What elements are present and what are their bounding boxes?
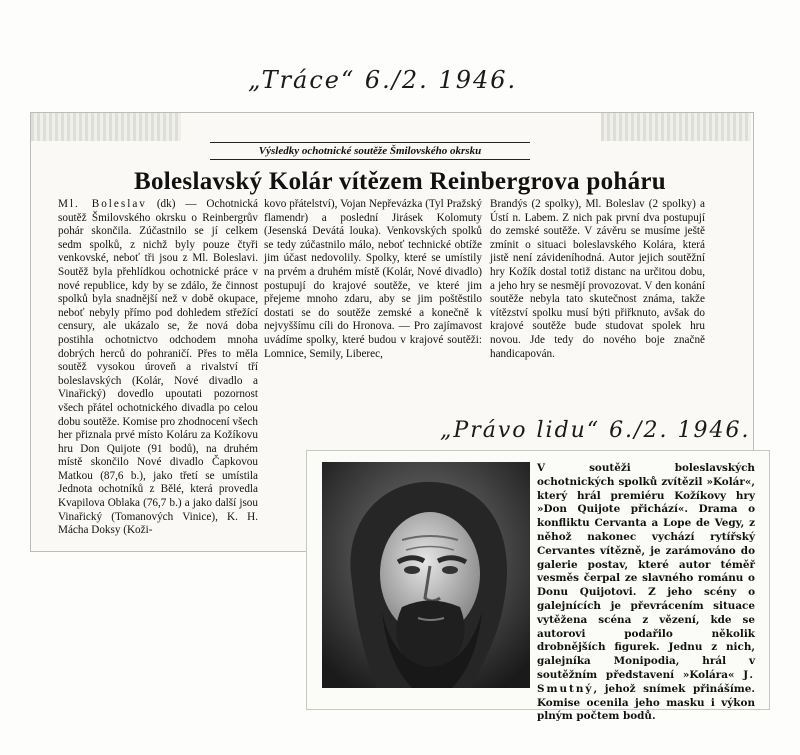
article-column-3: Brandýs (2 spolky), Ml. Boleslav (2 spolky) a Ústí n. Labem. Z nich pak první dva postupují do zemské soutěže. V závěru se musíme ještě zmínit o situaci boleslavského Kolára, která jistě není závideníhodná. Autor jejich soutěžní hry Kožík dostal totiž distanc na určitou dobu, a jeho hry se nesmějí provozovat. V den konání soutěže nebyla tato skutečnost známa, takže vítězství spolku musí býti přiřknuto, avšak do krajové soutěže bude studovat spolek hru novou. Jde tedy do nového boje značně handicapován. [490, 198, 705, 360]
actor-portrait-photo [322, 462, 530, 688]
dateline-place: Ml. Boleslav [58, 198, 147, 210]
article-column-1 [58, 198, 258, 538]
bearded-man-portrait-icon [322, 462, 530, 688]
article-headline: Boleslavský Kolár vítězem Reinbergrova poháru [134, 168, 666, 195]
caption-text-a: V soutěži boleslavských ochotnických spolků zvítězil »Kolár«, který hrál premiéru Kožíkovy hry »Don Quijote přichází«. Drama o konfliktu Cervanta a Lope de Vegy, z něhož nakonec vychází rytířský Cervantes vítězně, je zarámováno do galerie postav, které autor téměř vesměs čerpal ze slavného románu o Donu Quijotovi. Z jeho scény o galejnících je převrácením situace vytěžena scéna z vězení, kde se autorovi podařilo několik drobnějších figurek. Jednu z nich, galejníka Monipodia, hrál v soutěžním představení »Kolára« [537, 462, 755, 681]
column-1-text: (dk) — Ochotnická soutěž Šmilovského okrsku o Reinbergrův pohár skončila. Zúčastnilo se jí celkem sedm spolků, z nichž byly pouze čtyři venkovské, neboť tři jsou z Ml. Boleslavi. Soutěž byla přehlídkou ochotnické práce v nové republice, kdy by se zdálo, že činnost spolků byla snadnější než v době okupace, neboť nebyly přímo pod dohledem střežící censury, ale ukázalo se, že nová doba postihla ochotnictvo odchodem mnoha dobrých herců do pohraničí. Přes to měla soutěž vysokou úroveň a rivalství tří boleslavských (Kolár, Nové divadlo a Vinařický) dovedlo upoutati pozornost všech přátel ochotnického divadla po celou dobu soutěže. Komise pro zhodnocení všech her přiznala prvé místo Koláru za Kožíkovu hru Don Quijote (91 bodů), na druhém místě skončilo Nové divadlo Čapkovou Matkou (87,6 b.), jako třetí se umístila Jednota ochotníků z Bělé, která provedla Kvapilova Oblaka (76,7 b.) a jako další jsou Vinařický (Tomanových Vinice), K. H. Mácha Doksy (Koži- [58, 198, 258, 537]
handwritten-source-top: „Tráce“ 6./2. 1946. [248, 66, 518, 94]
article-column-2: kovo přátelství), Vojan Nepřevázka (Tyl Pražský flamendr) a poslední Jirásek Kolomuty (Jesenská Devátá louka). Venkovských spolků se tedy zúčastnilo málo, neboť technické obtíže jim účast nedovolily. Spolky, které se umístily na prvém a druhém místě (Kolár, Nové divadlo) postupují do krajové soutěže, ve které jim přejeme mnoho zdaru, aby se jim poštěstilo dostati se do soutěže zemské a konečně k nejvyššímu cíli do Hronova. — Pro zajímavost uvádíme spolky, které budou v krajové soutěži: Lomnice, Semily, Liberec, [264, 198, 482, 360]
photo-caption-article [537, 462, 755, 724]
handwritten-source-bottom: „Právo lidu“ 6./2. 1946. [440, 418, 751, 443]
article-rubric: Výsledky ochotnické soutěže Šmilovského okrsku [210, 142, 530, 160]
caption-text-b: , jehož snímek přinášíme. Komise ocenila jeho masku i výkon plným počtem bodů. [537, 682, 755, 723]
bleed-through-left [31, 113, 181, 141]
actor-name: J. Smutný [537, 668, 755, 695]
bleed-through-right [601, 113, 751, 141]
